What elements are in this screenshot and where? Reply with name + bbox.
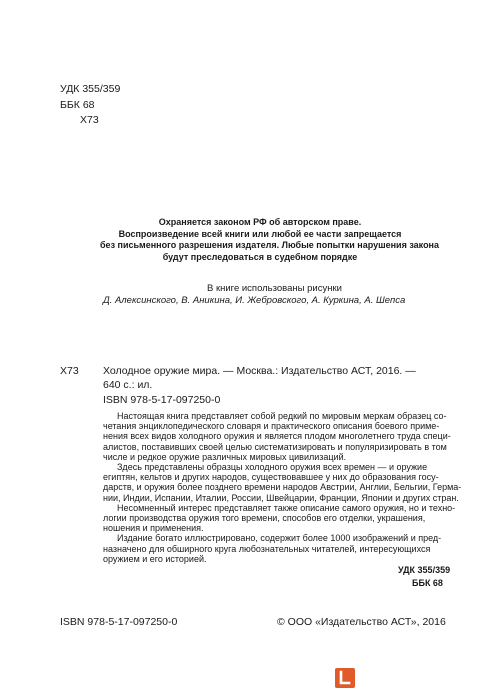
footer-bbk-code: ББК 68 bbox=[412, 578, 443, 588]
copyright-notice-line: без письменного разрешения издателя. Любые попытки нарушения закона bbox=[100, 240, 440, 251]
copyright-notice-line: Воспроизведение всей книги или любой ее части запрещается bbox=[118, 228, 402, 239]
annotation-line: Издание богато иллюстрировано, содержит более 1000 изображений и пред- bbox=[117, 533, 442, 544]
annotation-line: Здесь представлены образцы холодного оружия всех времен — и оружие bbox=[117, 462, 428, 473]
annotation-line: Настоящая книга представляет собой редкий по мировым меркам образец со- bbox=[117, 411, 447, 421]
annotation-paragraph bbox=[103, 411, 451, 462]
footer-udk-code: УДК 355/359 bbox=[398, 565, 451, 575]
bbk-code: ББК 68 bbox=[60, 99, 95, 111]
annotation-line: ношения и применения. bbox=[103, 523, 204, 534]
annotation-line: числе и редкое оружие различных мировых цивилизаций. bbox=[103, 451, 347, 462]
copyright-notice-line: Охраняется законом РФ об авторском праве. bbox=[158, 217, 362, 227]
copyright-notice bbox=[100, 217, 440, 263]
litres-logo-icon bbox=[335, 668, 355, 688]
annotation-paragraph bbox=[103, 462, 462, 503]
annotation-paragraph bbox=[103, 502, 456, 534]
annotation-line: оружием и его историей. bbox=[103, 553, 207, 564]
copyright-notice-line: будут преследоваться в судебном порядке bbox=[162, 251, 358, 262]
annotation-paragraph bbox=[103, 533, 442, 564]
illustrations-title: В книге использованы рисунки bbox=[207, 283, 342, 294]
author-code: Х73 bbox=[80, 114, 99, 126]
annotation-line: нии, Индии, Испании, Италии, России, Швейцарии, Франции, Японии и других стран. bbox=[103, 492, 459, 503]
udk-code: УДК 355/359 bbox=[60, 83, 121, 95]
annotation-line: дарств, и оружия более позднего времени народов Австрии, Англии, Бельгии, Герма- bbox=[103, 482, 462, 493]
annotation-line: логии производства оружия того времени, способов его отделки, украшения, bbox=[103, 513, 426, 524]
footer-copyright: © ООО «Издательство АСТ», 2016 bbox=[277, 616, 446, 628]
annotation bbox=[103, 411, 462, 564]
bibliographic-author-code: Х73 bbox=[60, 365, 79, 377]
illustrations-authors: Д. Алексинского, В. Аникина, И. Жебровского, А. Куркина, А. Шепса bbox=[103, 295, 406, 306]
annotation-line: нения всех видов холодного оружия и является плодом многолетнего труда специ- bbox=[103, 431, 451, 442]
annotation-line: четания энциклопедического словаря и практического описания боевого приме- bbox=[103, 421, 440, 432]
annotation-line: назначено для обширного круга любознательных читателей, интересующихся bbox=[103, 543, 431, 554]
annotation-line: Несомненный интерес представляет также описание самого оружия, но и техно- bbox=[117, 502, 456, 513]
bibliographic-pages: 640 с.: ил. bbox=[103, 379, 153, 391]
bibliographic-isbn: ISBN 978-5-17-097250-0 bbox=[103, 394, 221, 406]
bibliographic-description: Холодное оружие мира. — Москва.: Издательство АСТ, 2016. — bbox=[103, 365, 416, 377]
annotation-line: египтян, кельтов и других народов, существовавшее у них до образования госу- bbox=[103, 472, 439, 483]
annotation-line: алистов, поставивших своей целью систематизировать и популяризировать в том bbox=[103, 441, 447, 452]
footer-isbn: ISBN 978-5-17-097250-0 bbox=[60, 616, 178, 628]
